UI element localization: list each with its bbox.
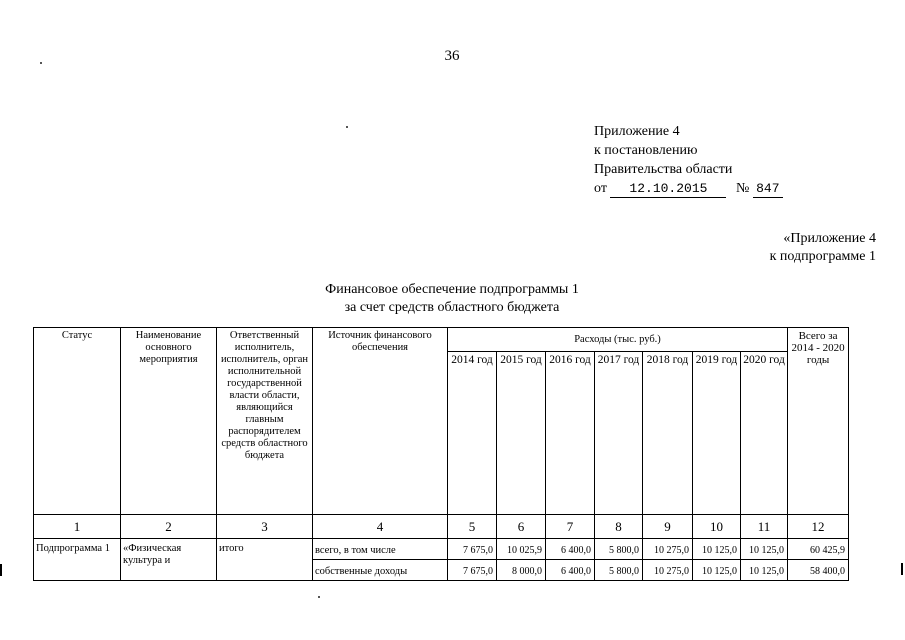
header-year: 2015 год bbox=[497, 352, 546, 515]
annex-number: 847 bbox=[753, 181, 783, 198]
annex-subprogram-block bbox=[700, 230, 876, 266]
row-value: 5 800,0 bbox=[595, 560, 643, 581]
row-source: собственные доходы bbox=[313, 560, 448, 581]
document-title bbox=[250, 281, 654, 317]
scan-edge-mark bbox=[901, 563, 903, 575]
row-value: 5 800,0 bbox=[595, 539, 643, 560]
row-value: 10 275,0 bbox=[643, 539, 693, 560]
row-value: 8 000,0 bbox=[497, 560, 546, 581]
row-value: 10 025,9 bbox=[497, 539, 546, 560]
header-name: Наименование основного мероприятия bbox=[121, 328, 217, 515]
row-total: 60 425,9 bbox=[788, 539, 849, 560]
scan-speck bbox=[318, 596, 320, 598]
annex-block bbox=[594, 122, 783, 198]
column-number: 5 bbox=[448, 515, 497, 539]
header-source: Источник финансового обеспечения bbox=[313, 328, 448, 515]
row-value: 6 400,0 bbox=[546, 560, 595, 581]
annex-line2: к постановлению bbox=[594, 143, 698, 158]
annex-from-label: от bbox=[594, 181, 607, 196]
row-value: 10 275,0 bbox=[643, 560, 693, 581]
header-expenses: Расходы (тыс. руб.) bbox=[448, 328, 788, 352]
annex-sub-line2: к подпрограмме 1 bbox=[769, 249, 876, 264]
header-year: 2016 год bbox=[546, 352, 595, 515]
title-line1: Финансовое обеспечение подпрограммы 1 bbox=[325, 282, 579, 297]
column-number: 7 bbox=[546, 515, 595, 539]
annex-date-line bbox=[594, 179, 783, 198]
annex-date: 12.10.2015 bbox=[610, 181, 726, 198]
annex-sub-line1: «Приложение 4 bbox=[783, 231, 876, 246]
row-value: 7 675,0 bbox=[448, 560, 497, 581]
row-value: 10 125,0 bbox=[693, 539, 741, 560]
row-value: 6 400,0 bbox=[546, 539, 595, 560]
annex-number-label: № bbox=[735, 181, 750, 196]
header-year: 2020 год bbox=[741, 352, 788, 515]
header-year: 2018 год bbox=[643, 352, 693, 515]
column-number: 11 bbox=[741, 515, 788, 539]
header-year: 2019 год bbox=[693, 352, 741, 515]
header-status: Статус bbox=[34, 328, 121, 515]
row-value: 7 675,0 bbox=[448, 539, 497, 560]
column-number: 2 bbox=[121, 515, 217, 539]
column-number: 3 bbox=[217, 515, 313, 539]
annex-line1: Приложение 4 bbox=[594, 124, 680, 139]
page-number: 36 bbox=[444, 48, 460, 64]
row-value: 10 125,0 bbox=[741, 539, 788, 560]
row-status: Подпрограмма 1 bbox=[34, 539, 121, 581]
column-number: 6 bbox=[497, 515, 546, 539]
scan-edge-mark bbox=[0, 564, 2, 576]
annex-line3: Правительства области bbox=[594, 162, 733, 177]
row-source: всего, в том числе bbox=[313, 539, 448, 560]
row-total: 58 400,0 bbox=[788, 560, 849, 581]
header-total: Всего за 2014 - 2020 годы bbox=[788, 328, 849, 515]
column-number: 9 bbox=[643, 515, 693, 539]
header-executor: Ответственный исполнитель, исполнитель, орган исполнительной государственной власти области, являющийся главным распорядителем средств областного бюджета bbox=[217, 328, 313, 515]
column-number: 8 bbox=[595, 515, 643, 539]
header-year: 2014 год bbox=[448, 352, 497, 515]
header-year: 2017 год bbox=[595, 352, 643, 515]
column-number: 4 bbox=[313, 515, 448, 539]
column-number: 10 bbox=[693, 515, 741, 539]
title-line2: за счет средств областного бюджета bbox=[344, 300, 560, 315]
table-row bbox=[34, 539, 849, 560]
scan-speck bbox=[346, 126, 348, 128]
column-number: 12 bbox=[788, 515, 849, 539]
row-value: 10 125,0 bbox=[741, 560, 788, 581]
scan-speck bbox=[40, 62, 42, 64]
column-number: 1 bbox=[34, 515, 121, 539]
row-name: «Физическая культура и bbox=[121, 539, 217, 581]
row-executor: итого bbox=[217, 539, 313, 581]
financing-table bbox=[33, 327, 849, 581]
row-value: 10 125,0 bbox=[693, 560, 741, 581]
